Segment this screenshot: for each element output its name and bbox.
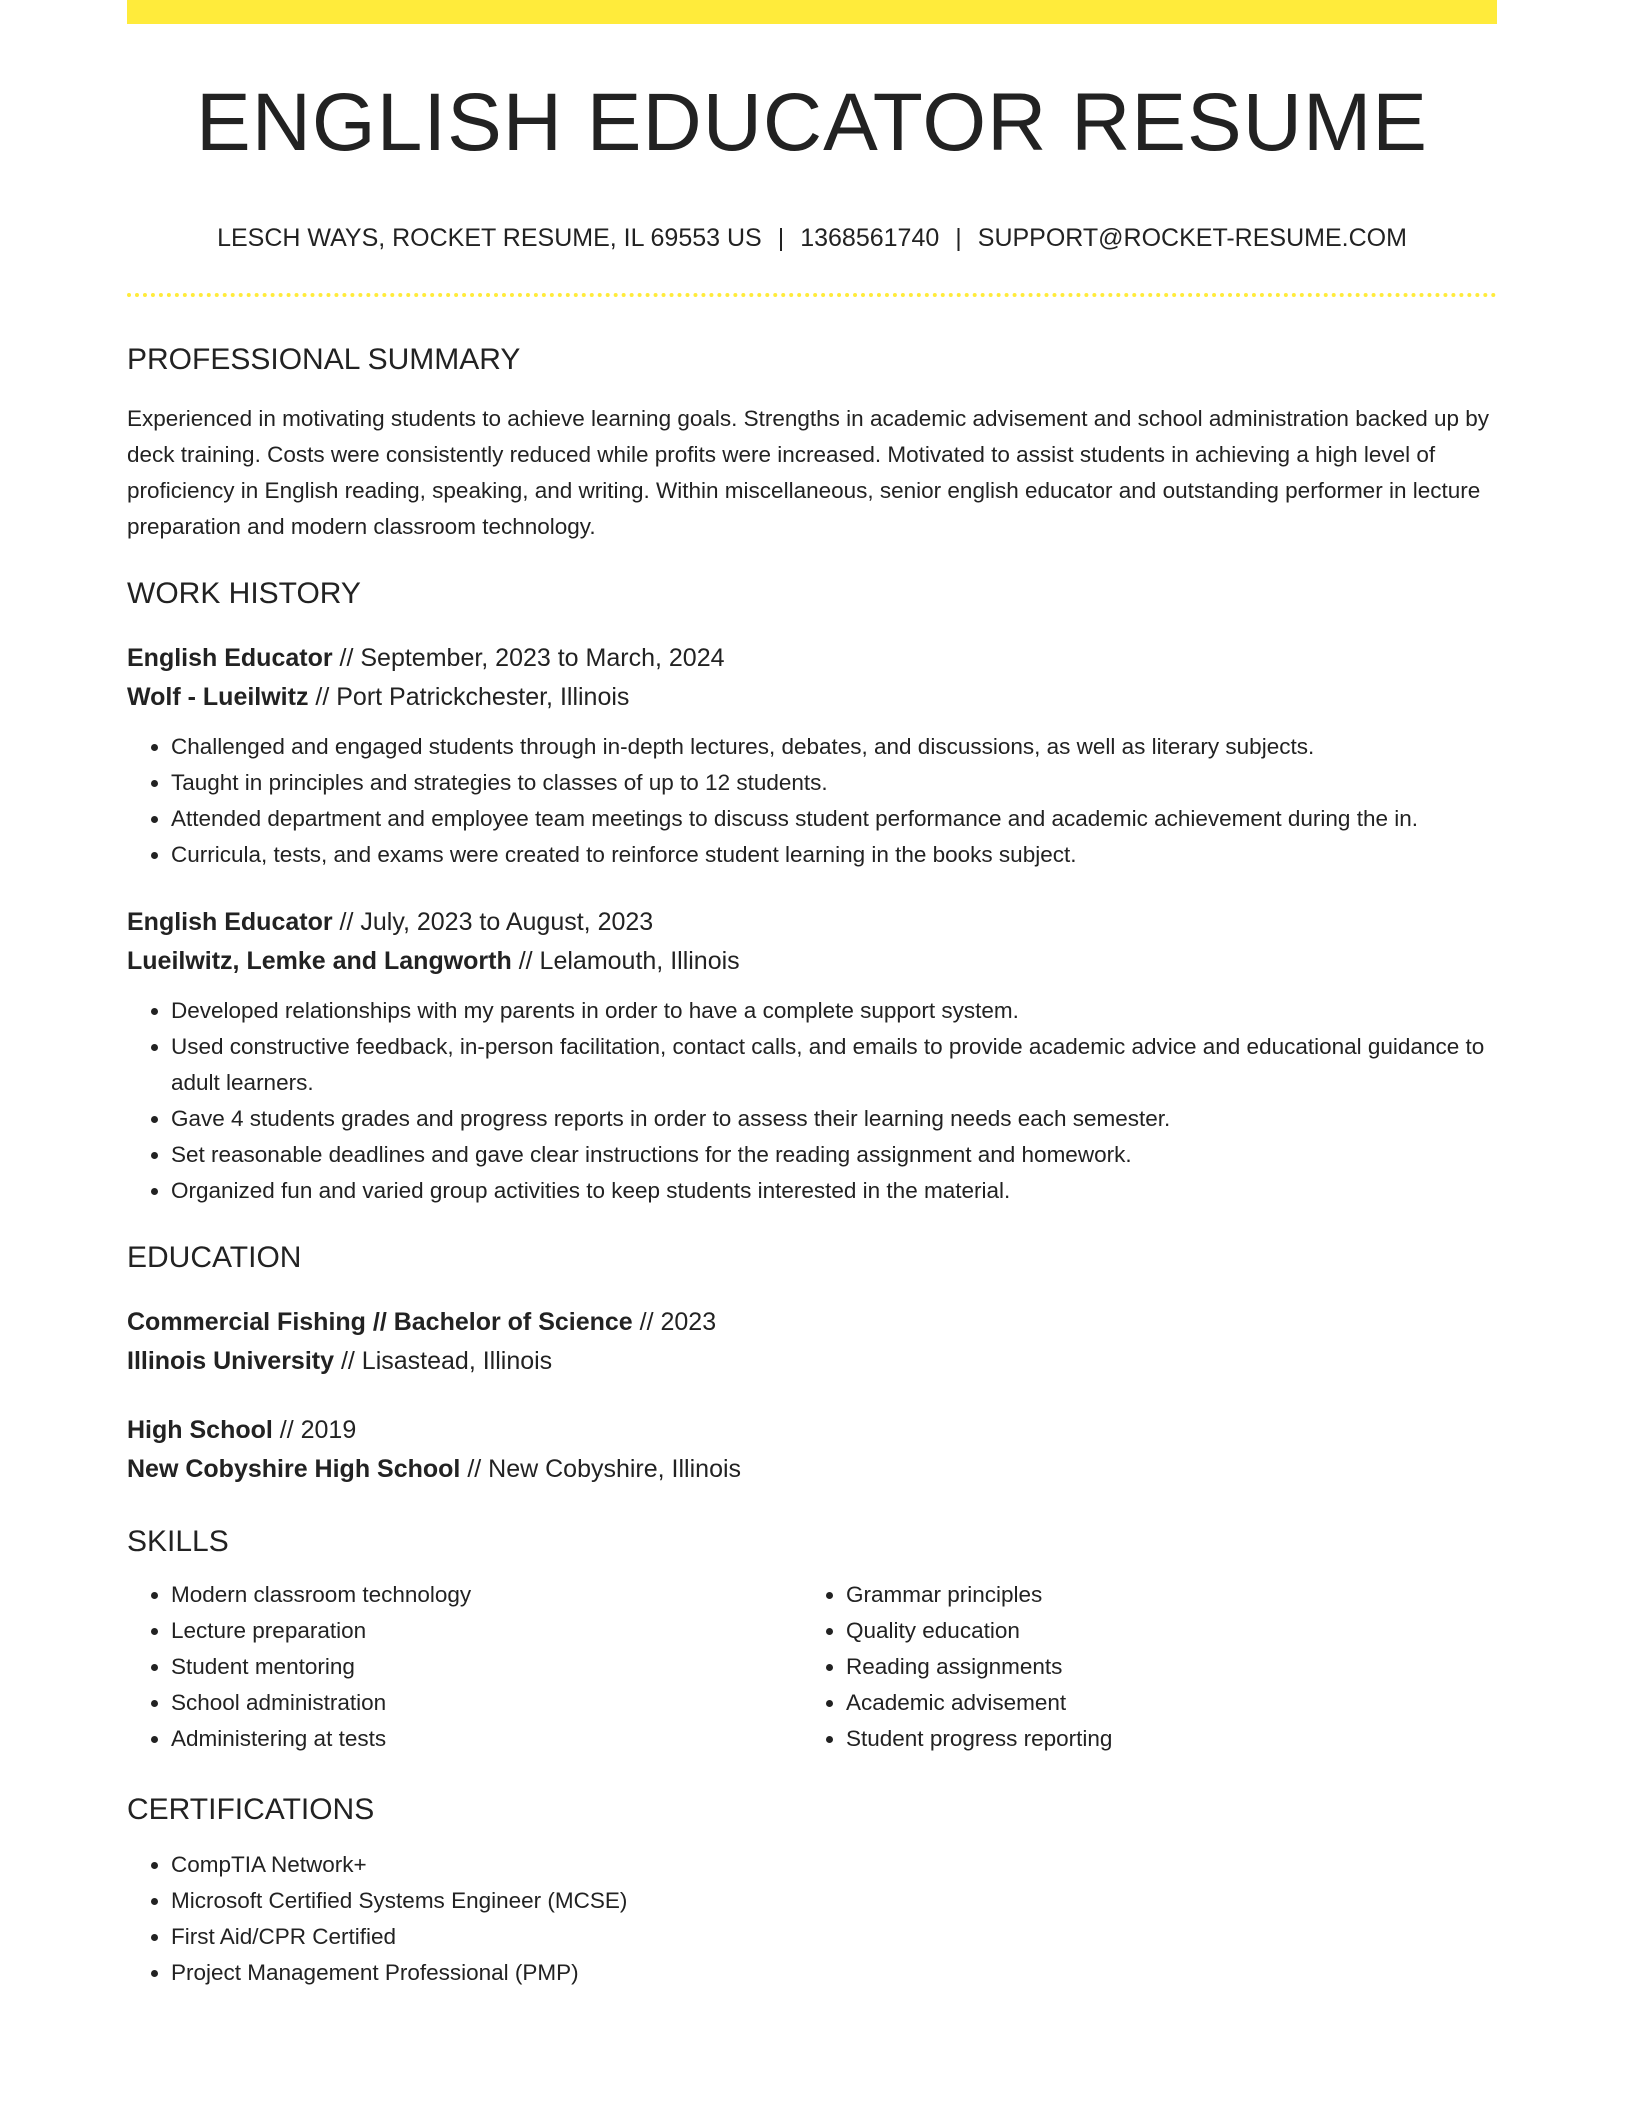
education-school-line	[127, 1450, 1497, 1489]
job-title: English Educator	[127, 908, 333, 936]
job-location: // Lelamouth, Illinois	[511, 947, 740, 975]
skill-item: • Student mentoring	[171, 1649, 802, 1685]
education-school: Illinois University	[127, 1347, 335, 1375]
summary-text: Experienced in motivating students to achieve learning goals. Strengths in academic advisement and school administration backed up by deck training. Costs were consistently reduced while profits were increased. Motivated to assist students in achieving a high level of proficiency in English reading, speaking, and writing. Within miscellaneous, senior english educator and outstanding performer in lecture preparation and modern classroom technology.	[127, 406, 1490, 539]
job-duty: • Organized fun and varied group activities to keep students interested in the material.	[171, 1173, 1497, 1209]
job-duty: • Gave 4 students grades and progress reports in order to assess their learning needs each semester.	[171, 1101, 1497, 1137]
job-duties-list	[127, 993, 1497, 1209]
job-duties-list	[127, 729, 1497, 873]
education-degree-line	[127, 1411, 1497, 1450]
certification-item: • Microsoft Certified Systems Engineer (MCSE)	[171, 1883, 1497, 1919]
job-title-line	[127, 903, 1497, 942]
job-location: // Port Patrickchester, Illinois	[308, 683, 630, 711]
skills-list-left	[127, 1577, 802, 1757]
skills-list-right	[802, 1577, 1477, 1757]
summary-heading: PROFESSIONAL SUMMARY	[127, 343, 521, 376]
education-entry	[127, 1411, 1497, 1489]
skills-grid	[127, 1577, 1497, 1757]
certifications-list	[127, 1847, 1497, 1991]
skill-item: • Modern classroom technology	[171, 1577, 802, 1613]
education-heading: EDUCATION	[127, 1241, 302, 1274]
contact-separator: |	[955, 224, 962, 252]
resume-page	[127, 0, 1497, 1991]
job-dates: // July, 2023 to August, 2023	[332, 908, 654, 936]
certifications-heading: CERTIFICATIONS	[127, 1793, 375, 1826]
skill-item: • School administration	[171, 1685, 802, 1721]
job-duty: • Set reasonable deadlines and gave clear instructions for the reading assignment and homework.	[171, 1137, 1497, 1173]
job-duty: • Curricula, tests, and exams were created to reinforce student learning in the books subject.	[171, 837, 1497, 873]
skill-item: • Lecture preparation	[171, 1613, 802, 1649]
job-duty: • Used constructive feedback, in-person facilitation, contact calls, and emails to provide academic advice and educational guidance to adult learners.	[171, 1029, 1497, 1101]
education-location: // Lisastead, Illinois	[334, 1347, 553, 1375]
dotted-divider	[127, 293, 1497, 297]
education-degree: Commercial Fishing // Bachelor of Science	[127, 1308, 633, 1336]
education-school-line	[127, 1342, 1497, 1381]
contact-line	[127, 226, 1497, 251]
contact-phone: 1368561740	[800, 224, 940, 252]
contact-separator: |	[777, 224, 785, 252]
job-company-line	[127, 678, 1497, 717]
skill-item: • Quality education	[846, 1613, 1477, 1649]
skill-item: • Administering at tests	[171, 1721, 802, 1757]
education-year: // 2019	[272, 1416, 357, 1444]
job-title-line	[127, 639, 1497, 678]
education-year: // 2023	[632, 1308, 717, 1336]
job-company: Wolf - Lueilwitz	[127, 683, 309, 711]
contact-email: SUPPORT@ROCKET-RESUME.COM	[977, 224, 1407, 252]
top-accent-bar	[127, 0, 1497, 24]
skills-heading: SKILLS	[127, 1525, 229, 1558]
job-duty: • Challenged and engaged students through in-depth lectures, debates, and discussions, as well as literary subjects.	[171, 729, 1497, 765]
work-history-heading: WORK HISTORY	[127, 577, 361, 610]
job-entry	[127, 903, 1497, 1209]
job-duty: • Attended department and employee team meetings to discuss student performance and academic achievement during the in.	[171, 801, 1497, 837]
job-company-line	[127, 942, 1497, 981]
job-dates: // September, 2023 to March, 2024	[332, 644, 725, 672]
skill-item: • Reading assignments	[846, 1649, 1477, 1685]
job-company: Lueilwitz, Lemke and Langworth	[127, 947, 512, 975]
job-entry	[127, 639, 1497, 873]
certification-item: • CompTIA Network+	[171, 1847, 1497, 1883]
contact-address: LESCH WAYS, ROCKET RESUME, IL 69553 US	[217, 224, 762, 252]
certification-item: • First Aid/CPR Certified	[171, 1919, 1497, 1955]
education-degree-line	[127, 1303, 1497, 1342]
skill-item: • Student progress reporting	[846, 1721, 1477, 1757]
certification-item: • Project Management Professional (PMP)	[171, 1955, 1497, 1991]
job-duty: • Taught in principles and strategies to classes of up to 12 students.	[171, 765, 1497, 801]
job-duty: • Developed relationships with my parents in order to have a complete support system.	[171, 993, 1497, 1029]
skill-item: • Grammar principles	[846, 1577, 1477, 1613]
education-school: New Cobyshire High School	[127, 1455, 461, 1483]
education-entry	[127, 1303, 1497, 1381]
skill-item: • Academic advisement	[846, 1685, 1477, 1721]
job-title: English Educator	[127, 644, 333, 672]
education-location: // New Cobyshire, Illinois	[460, 1455, 742, 1483]
education-degree: High School	[127, 1416, 273, 1444]
resume-title: ENGLISH EDUCATOR RESUME	[196, 77, 1428, 168]
